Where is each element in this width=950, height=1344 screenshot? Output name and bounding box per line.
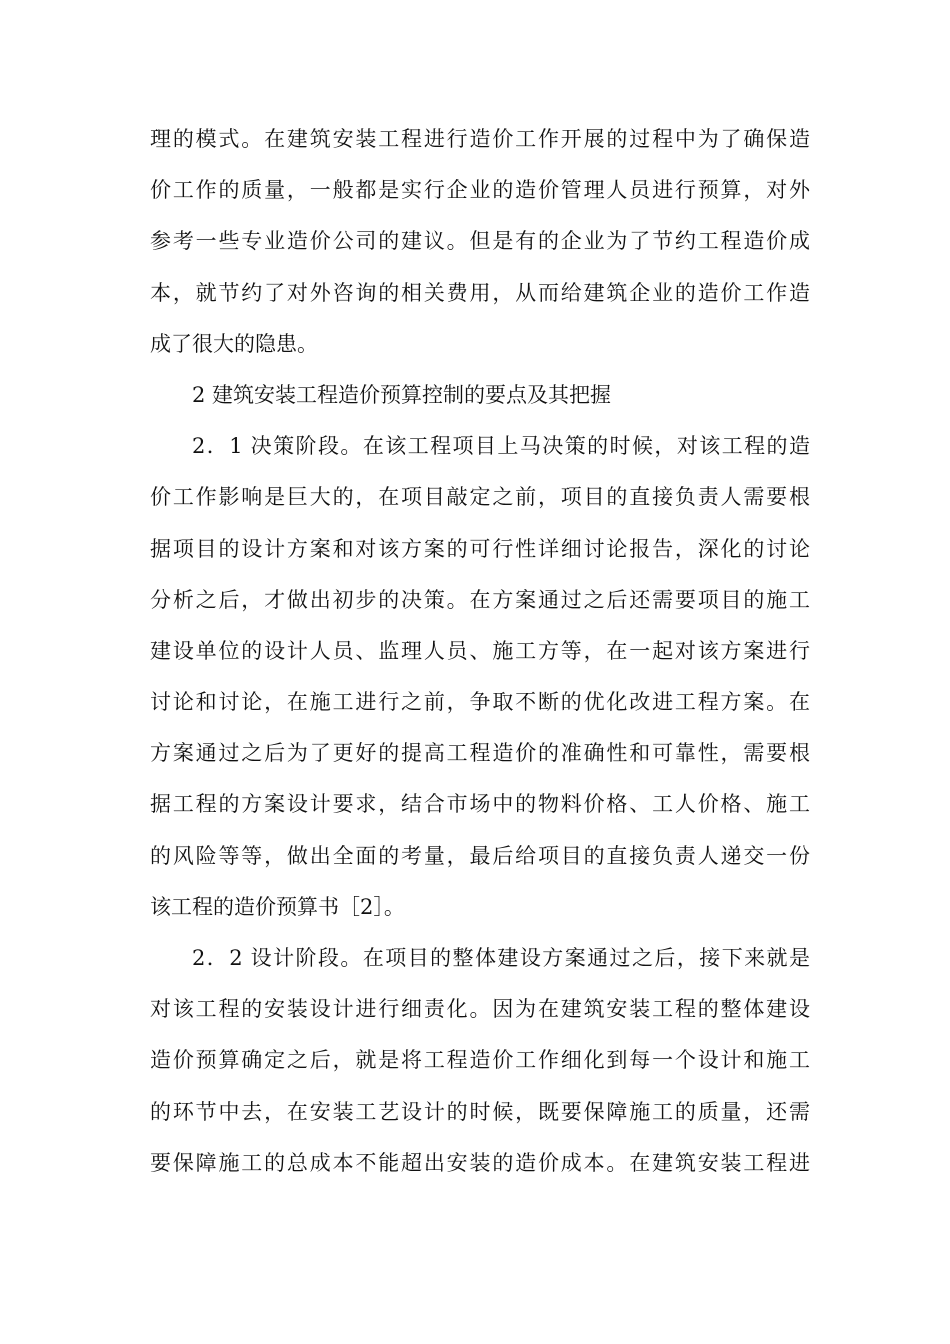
body-text-line: 理的模式。在建筑安装工程进行造价工作开展的过程中为了确保造	[150, 127, 810, 151]
section-heading: 2 建筑安装工程造价预算控制的要点及其把握	[192, 382, 612, 407]
body-text-line: 成了很大的隐患。	[150, 331, 318, 356]
body-text-line: 对该工程的安装设计进行细责化。因为在建筑安装工程的整体建设	[150, 997, 810, 1022]
body-text-line: 2．2 设计阶段。在项目的整体建设方案通过之后，接下来就是	[192, 946, 810, 970]
body-text-line: 该工程的造价预算书［2］。	[150, 894, 405, 919]
body-text-line: 的环节中去，在安装工艺设计的时候，既要保障施工的质量，还需	[150, 1099, 810, 1124]
body-text-line: 据工程的方案设计要求，结合市场中的物料价格、工人价格、施工	[150, 792, 810, 817]
body-text-line: 分析之后，才做出初步的决策。在方案通过之后还需要项目的施工	[150, 587, 810, 612]
body-text-line: 建设单位的设计人员、监理人员、施工方等，在一起对该方案进行	[150, 638, 810, 663]
body-text-line: 造价预算确定之后，就是将工程造价工作细化到每一个设计和施工	[150, 1048, 810, 1073]
body-text-line: 的风险等等，做出全面的考量，最后给项目的直接负责人递交一份	[150, 843, 810, 868]
body-text-line: 参考一些专业造价公司的建议。但是有的企业为了节约工程造价成	[150, 229, 810, 254]
body-text-line: 方案通过之后为了更好的提高工程造价的准确性和可靠性，需要根	[150, 741, 810, 766]
body-text-line: 价工作影响是巨大的，在项目敲定之前，项目的直接负责人需要根	[150, 485, 810, 510]
body-text-line: 讨论和讨论，在施工进行之前，争取不断的优化改进工程方案。在	[150, 690, 810, 715]
body-text-line: 价工作的质量，一般都是实行企业的造价管理人员进行预算，对外	[150, 178, 810, 203]
body-text-line: 要保障施工的总成本不能超出安装的造价成本。在建筑安装工程进	[150, 1150, 810, 1175]
body-text-line: 2．1 决策阶段。在该工程项目上马决策的时候，对该工程的造	[192, 434, 810, 459]
body-text-line: 据项目的设计方案和对该方案的可行性详细讨论报告，深化的讨论	[150, 536, 810, 561]
document-body	[150, 114, 810, 1189]
body-text-line: 本，就节约了对外咨询的相关费用，从而给建筑企业的造价工作造	[150, 280, 810, 305]
